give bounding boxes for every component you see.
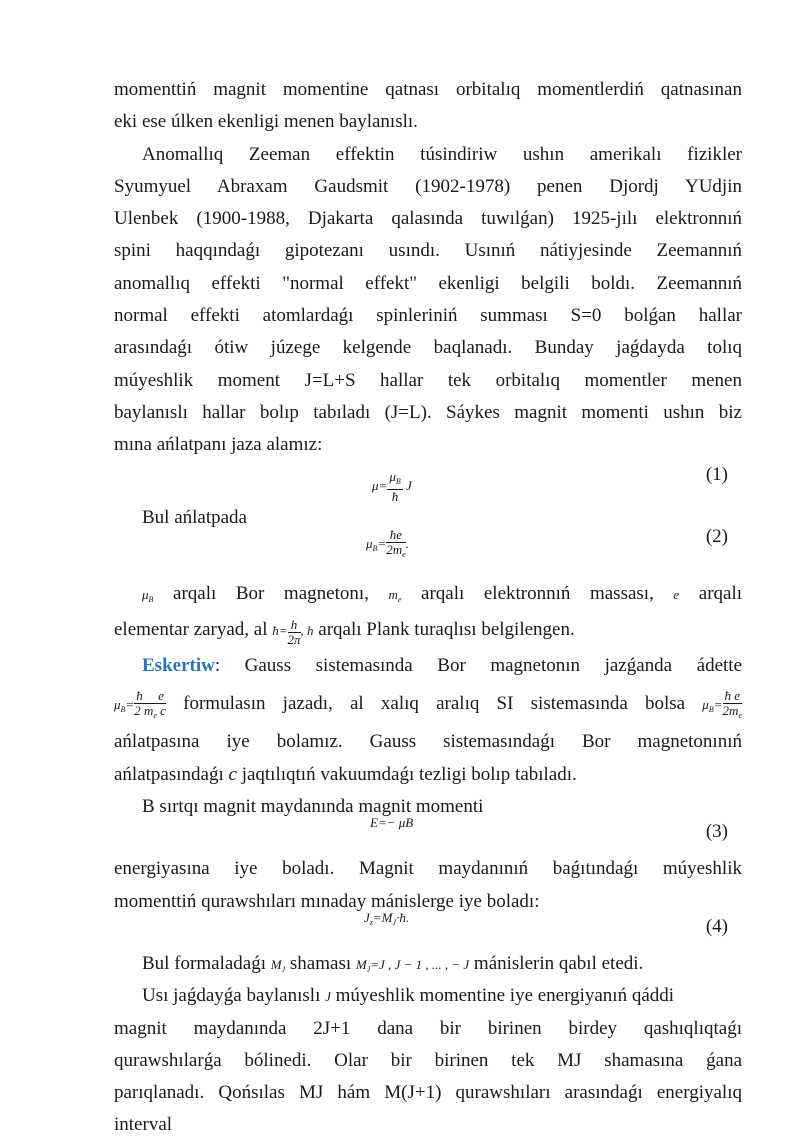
text-line: Syumyuel Abraxam Gaudsmit (1902-1978) penen Djordj YUdjin bbox=[114, 175, 742, 197]
text-line: momenttiń magnit momentine qatnası orbitalıq momentlerdiń qatnasınan bbox=[114, 79, 742, 100]
equation-4-formula: $J_z=M_J\cdot ħ$. bbox=[364, 909, 410, 927]
note-label: Eskertiw bbox=[142, 655, 215, 677]
text-line: Eskertiw: Gauss sistemasında Bor magnetonın jazǵanda ádette bbox=[142, 655, 742, 677]
equation-1-formula: μ= $\frac{\mu_B}{ħ}$ J bbox=[372, 468, 412, 504]
text-line: Bul formaladaǵı $M_J$ shaması $M_J=J$ , J − 1 , ... , − J mánislerin qabıl etedi. bbox=[142, 952, 644, 974]
text-line: B sırtqı magnit maydanında magnit momenti bbox=[142, 796, 484, 818]
text-line: mına ańlatpanı jaza alamız: bbox=[114, 434, 323, 456]
text-line: spini haqqındaǵı gipotezanı usındı. Usınıń nátiyjesinde Zeemannıń bbox=[114, 240, 742, 262]
text-line: Anomallıq Zeeman effektin túsindiriw ushın amerikalı fizikler bbox=[142, 143, 742, 165]
equation-number: (3) bbox=[705, 821, 728, 843]
equation-3-formula: E=− μB bbox=[370, 815, 414, 831]
document-page bbox=[114, 74, 742, 1142]
equation-3 bbox=[114, 815, 742, 853]
equation-number: (2) bbox=[705, 525, 728, 547]
text-line: ańlatpasındaǵı c jaqtılıqtıń vakuumdaǵı tezligi bolıp tabıladı. bbox=[114, 763, 577, 785]
text-line: momenttiń qurawshıları mınaday mánislerge iye boladı: bbox=[114, 890, 540, 912]
text-line: $\mu_B=$ $\frac{\text{ħ e}}{2 m_e c}$ formulasın jazadı, al xalıq aralıq SI sistemasında bolsa $\mu_B=$ $\frac{\text{ħ e}}{2m_e}$ bbox=[114, 688, 742, 721]
text-line: Usı jaǵdayǵa baylanıslı J múyeshlik momentine iye energiyanıń qáddi bbox=[142, 985, 675, 1007]
text-line: elementar zaryad, al ħ= $\frac{h}{2\pi}$ , h arqalı Plank turaqlısı belgilengen. bbox=[114, 616, 575, 647]
text-line: arasındaǵı ótiw júzege kelgende baqlanadı. Bunday jaǵdayda tolıq bbox=[114, 337, 742, 359]
equation-number: (1) bbox=[705, 463, 728, 485]
text-line: parıqlanadı. Qońsılas MJ hám M(J+1) qurawshıları arasındaǵı energiyalıq bbox=[114, 1082, 742, 1104]
text-line: interval bbox=[114, 1114, 173, 1136]
text-line: Bul ańlatpada bbox=[142, 506, 247, 528]
text-line: magnit maydanında 2J+1 dana bir birinen birdey qashıqlıqtaǵı bbox=[114, 1017, 742, 1039]
equation-2-formula: $\mu_B=$ $\frac{ħe}{2m_e}$ . bbox=[366, 526, 409, 559]
text-line: baylanıslı hallar bolıp tabıladı (J=L). Sáykes magnit momenti ushın biz bbox=[114, 401, 742, 423]
equation-2 bbox=[114, 525, 742, 578]
equation-1 bbox=[114, 462, 742, 502]
equation-number: (4) bbox=[705, 915, 728, 937]
text-line: anomallıq effekti "normal effekt" ekenligi belgili boldı. Zeemannıń bbox=[114, 272, 742, 294]
text-line: múyeshlik moment J=L+S hallar tek orbitalıq momentler menen bbox=[114, 369, 742, 391]
text-line: normal effekti atomlardaǵı spinleriniń summası S=0 bolǵan hallar bbox=[114, 305, 742, 327]
text-line: eki ese úlken ekenligi menen baylanıslı. bbox=[114, 111, 418, 133]
text-line: $\mu_B$ arqalı Bor magnetonı, $m_e$ arqalı elektronnıń massası, e arqalı bbox=[142, 582, 743, 604]
equation-4 bbox=[114, 909, 742, 948]
text-line: qurawshılarǵa bólinedi. Olar bir birinen tek MJ shamasına ǵana bbox=[114, 1049, 742, 1071]
text-line: energiyasına iye boladı. Magnit maydanınıń baǵıtındaǵı múyeshlik bbox=[114, 858, 742, 880]
text-line: Ulenbek (1900-1988, Djakarta qalasında tuwılǵan) 1925-jılı elektronnıń bbox=[114, 208, 742, 230]
text-line: ańlatpasına iye bolamız. Gauss sistemasındaǵı Bor magnetonınıń bbox=[114, 731, 742, 753]
